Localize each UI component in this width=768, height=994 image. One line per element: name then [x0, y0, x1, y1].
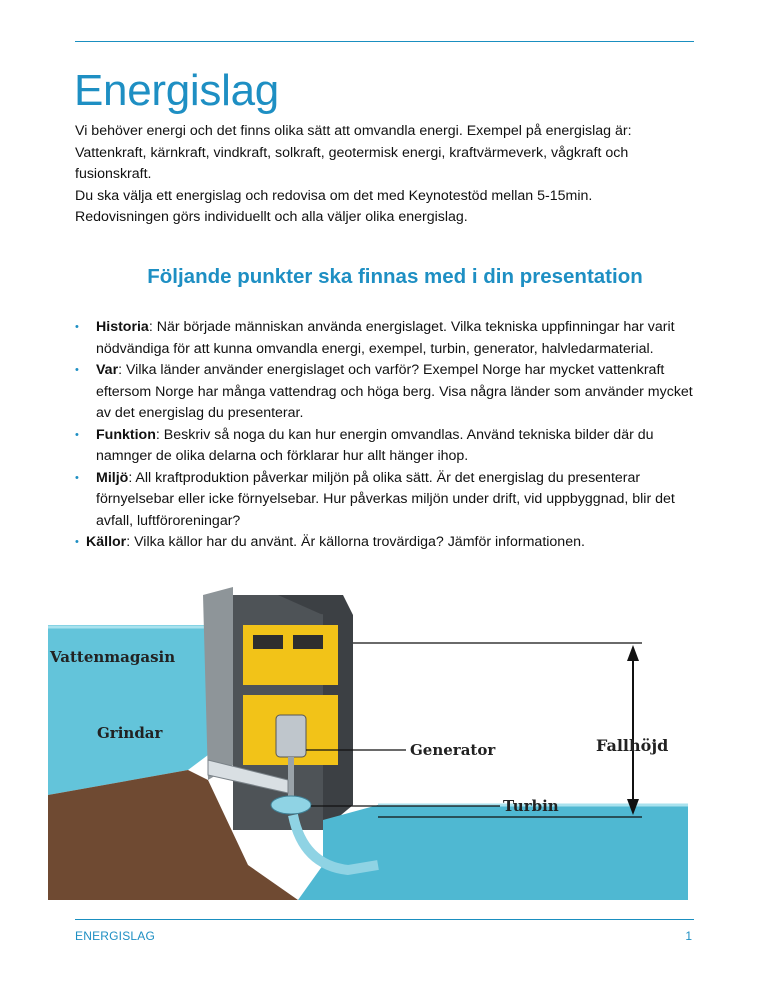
page-title: Energislag	[74, 66, 279, 115]
bullet-icon: •	[75, 428, 79, 441]
list-item	[75, 425, 705, 468]
label-generator: Generator	[410, 741, 496, 759]
list-item	[75, 317, 705, 360]
point-text: : Vilka källor har du använt. Är källorna trovärdiga? Jämför informationen.	[126, 534, 585, 550]
label-head: Fallhöjd	[596, 736, 669, 755]
upper-floor	[243, 625, 338, 685]
intro-text	[75, 121, 705, 229]
header-rule	[75, 41, 694, 42]
bullet-icon: •	[75, 364, 79, 376]
point-text: : All kraftproduktion påverkar miljön på olika sätt. Är det energislag du presenterar förnyelsebar eller icke förnyelsebar. Hur påverkas miljön under drift, vid uppbyggnad, blir det avfall, luftföroreningar?	[96, 469, 675, 529]
point-term: Var	[96, 362, 119, 378]
point-term: Historia	[96, 319, 149, 335]
window	[293, 635, 323, 649]
list-item	[75, 468, 705, 533]
point-term: Källor	[86, 534, 127, 550]
point-text: : Beskriv så noga du kan hur energin omvandlas. Använd tekniska bilder där du namnger de olika delarna och förklarar hur allt hänger ihop.	[96, 426, 654, 464]
point-term: Funktion	[96, 426, 156, 443]
intro-line: Redovisningen görs individuellt och alla väljer olika energislag.	[75, 209, 468, 225]
intro-line: Vattenkraft, kärnkraft, vindkraft, solkraft, geotermisk energi, kraftvärmeverk, vågkraft och fusionskraft.	[75, 144, 629, 182]
label-grates: Grindar	[97, 724, 163, 742]
page-number: 1	[685, 929, 692, 943]
list-item	[75, 532, 705, 554]
dam-wall	[203, 587, 233, 780]
footer-title: ENERGISLAG	[75, 929, 156, 943]
bullet-icon: •	[75, 471, 79, 484]
arrow-up-icon	[627, 645, 639, 661]
presentation-points-list	[75, 317, 705, 554]
section-heading	[0, 265, 768, 289]
footer-rule	[75, 919, 694, 920]
point-term: Miljö	[96, 469, 129, 486]
shaft	[288, 757, 294, 802]
label-turbine: Turbin	[503, 797, 559, 815]
turbine-wheel	[271, 796, 311, 814]
intro-line: Du ska välja ett energislag och redovisa om det med Keynotestöd mellan 5-15min.	[75, 187, 593, 204]
bullet-icon: •	[75, 536, 79, 548]
section-heading-text: Följande punkter ska finnas med i din presentation	[147, 265, 643, 288]
label-reservoir: Vattenmagasin	[50, 648, 176, 666]
tailwater	[298, 805, 688, 900]
window	[253, 635, 283, 649]
list-item	[75, 360, 705, 425]
point-text: : När började människan använda energislaget. Vilka tekniska uppfinningar har varit nödvändiga för att kunna omvandla energi, exempel, turbin, generator, halvledarmaterial.	[96, 319, 675, 357]
generator-unit	[276, 715, 306, 757]
hydropower-diagram	[48, 565, 688, 900]
intro-line: Vi behöver energi och det finns olika sätt att omvandla energi. Exempel på energislag är:	[75, 123, 632, 139]
point-text: : Vilka länder använder energislaget och varför? Exempel Norge har mycket vattenkraft eftersom Norge har många vattendrag och höga berg. Visa några länder som använder mycket av det energislag du presenterar.	[96, 362, 693, 421]
bullet-icon: •	[75, 321, 79, 333]
